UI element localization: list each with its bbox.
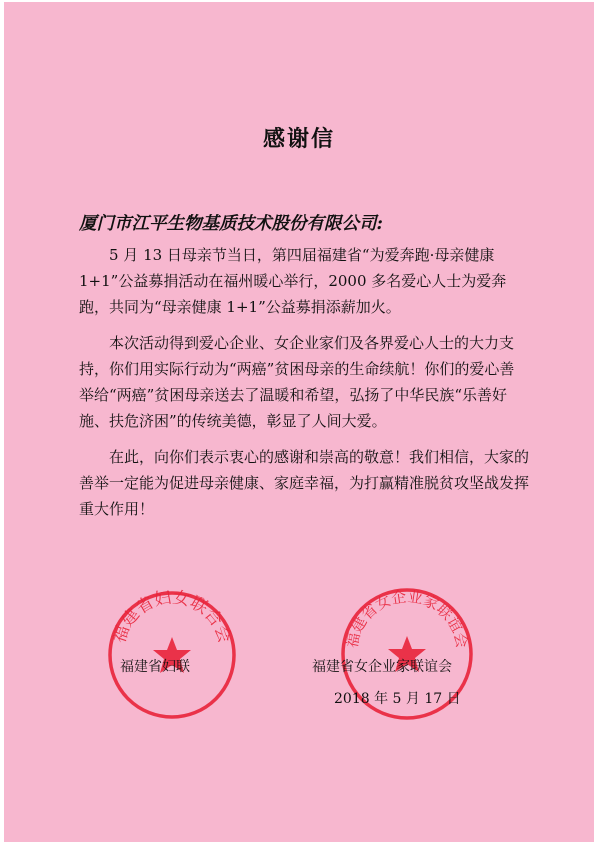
salutation: 厦门市江平生物基质技术股份有限公司: bbox=[79, 214, 383, 234]
svg-text:福建省妇女联合会 bbox=[110, 588, 235, 646]
signature-left: 福建省妇联 bbox=[120, 659, 190, 675]
paragraph-2: 本次活动得到爱心企业、女企业家们及各界爱心人士的大力支持，你们用实际行动为“两癌”贫困母亲的生命续航！你们的爱心善举给“两癌”贫困母亲送去了温暖和希望，弘扬了中华民族“乐善好施、扶危济困”的传统美德，彰显了人间大爱。 bbox=[79, 334, 515, 430]
paragraph-1: 5 月 13 日母亲节当日，第四届福建省“为爱奔跑·母亲健康 1+1”公益募捐活动在福州暖心举行，2000 多名爱心人士为爱奔跑，共同为“母亲健康 1+1”公益募捐添薪加火。 bbox=[79, 246, 507, 316]
signature-date: 2018 年 5 月 17 日 bbox=[334, 691, 461, 707]
seal-right-text: 福建省女企业家联谊会 bbox=[342, 587, 472, 650]
official-seal-left bbox=[104, 587, 240, 723]
signature-right: 福建省女企业家联谊会 bbox=[312, 659, 452, 675]
letter-title: 感谢信 bbox=[262, 126, 335, 152]
letter-sheet bbox=[4, 2, 594, 842]
paragraph-3: 在此，向你们表示衷心的感谢和崇高的敬意！我们相信，大家的善举一定能为促进母亲健康、家庭幸福，为打赢精准脱贫攻坚战发挥重大作用！ bbox=[79, 448, 530, 518]
seal-left-text: 福建省妇女联合会 bbox=[109, 587, 235, 646]
letter-body bbox=[79, 242, 529, 532]
